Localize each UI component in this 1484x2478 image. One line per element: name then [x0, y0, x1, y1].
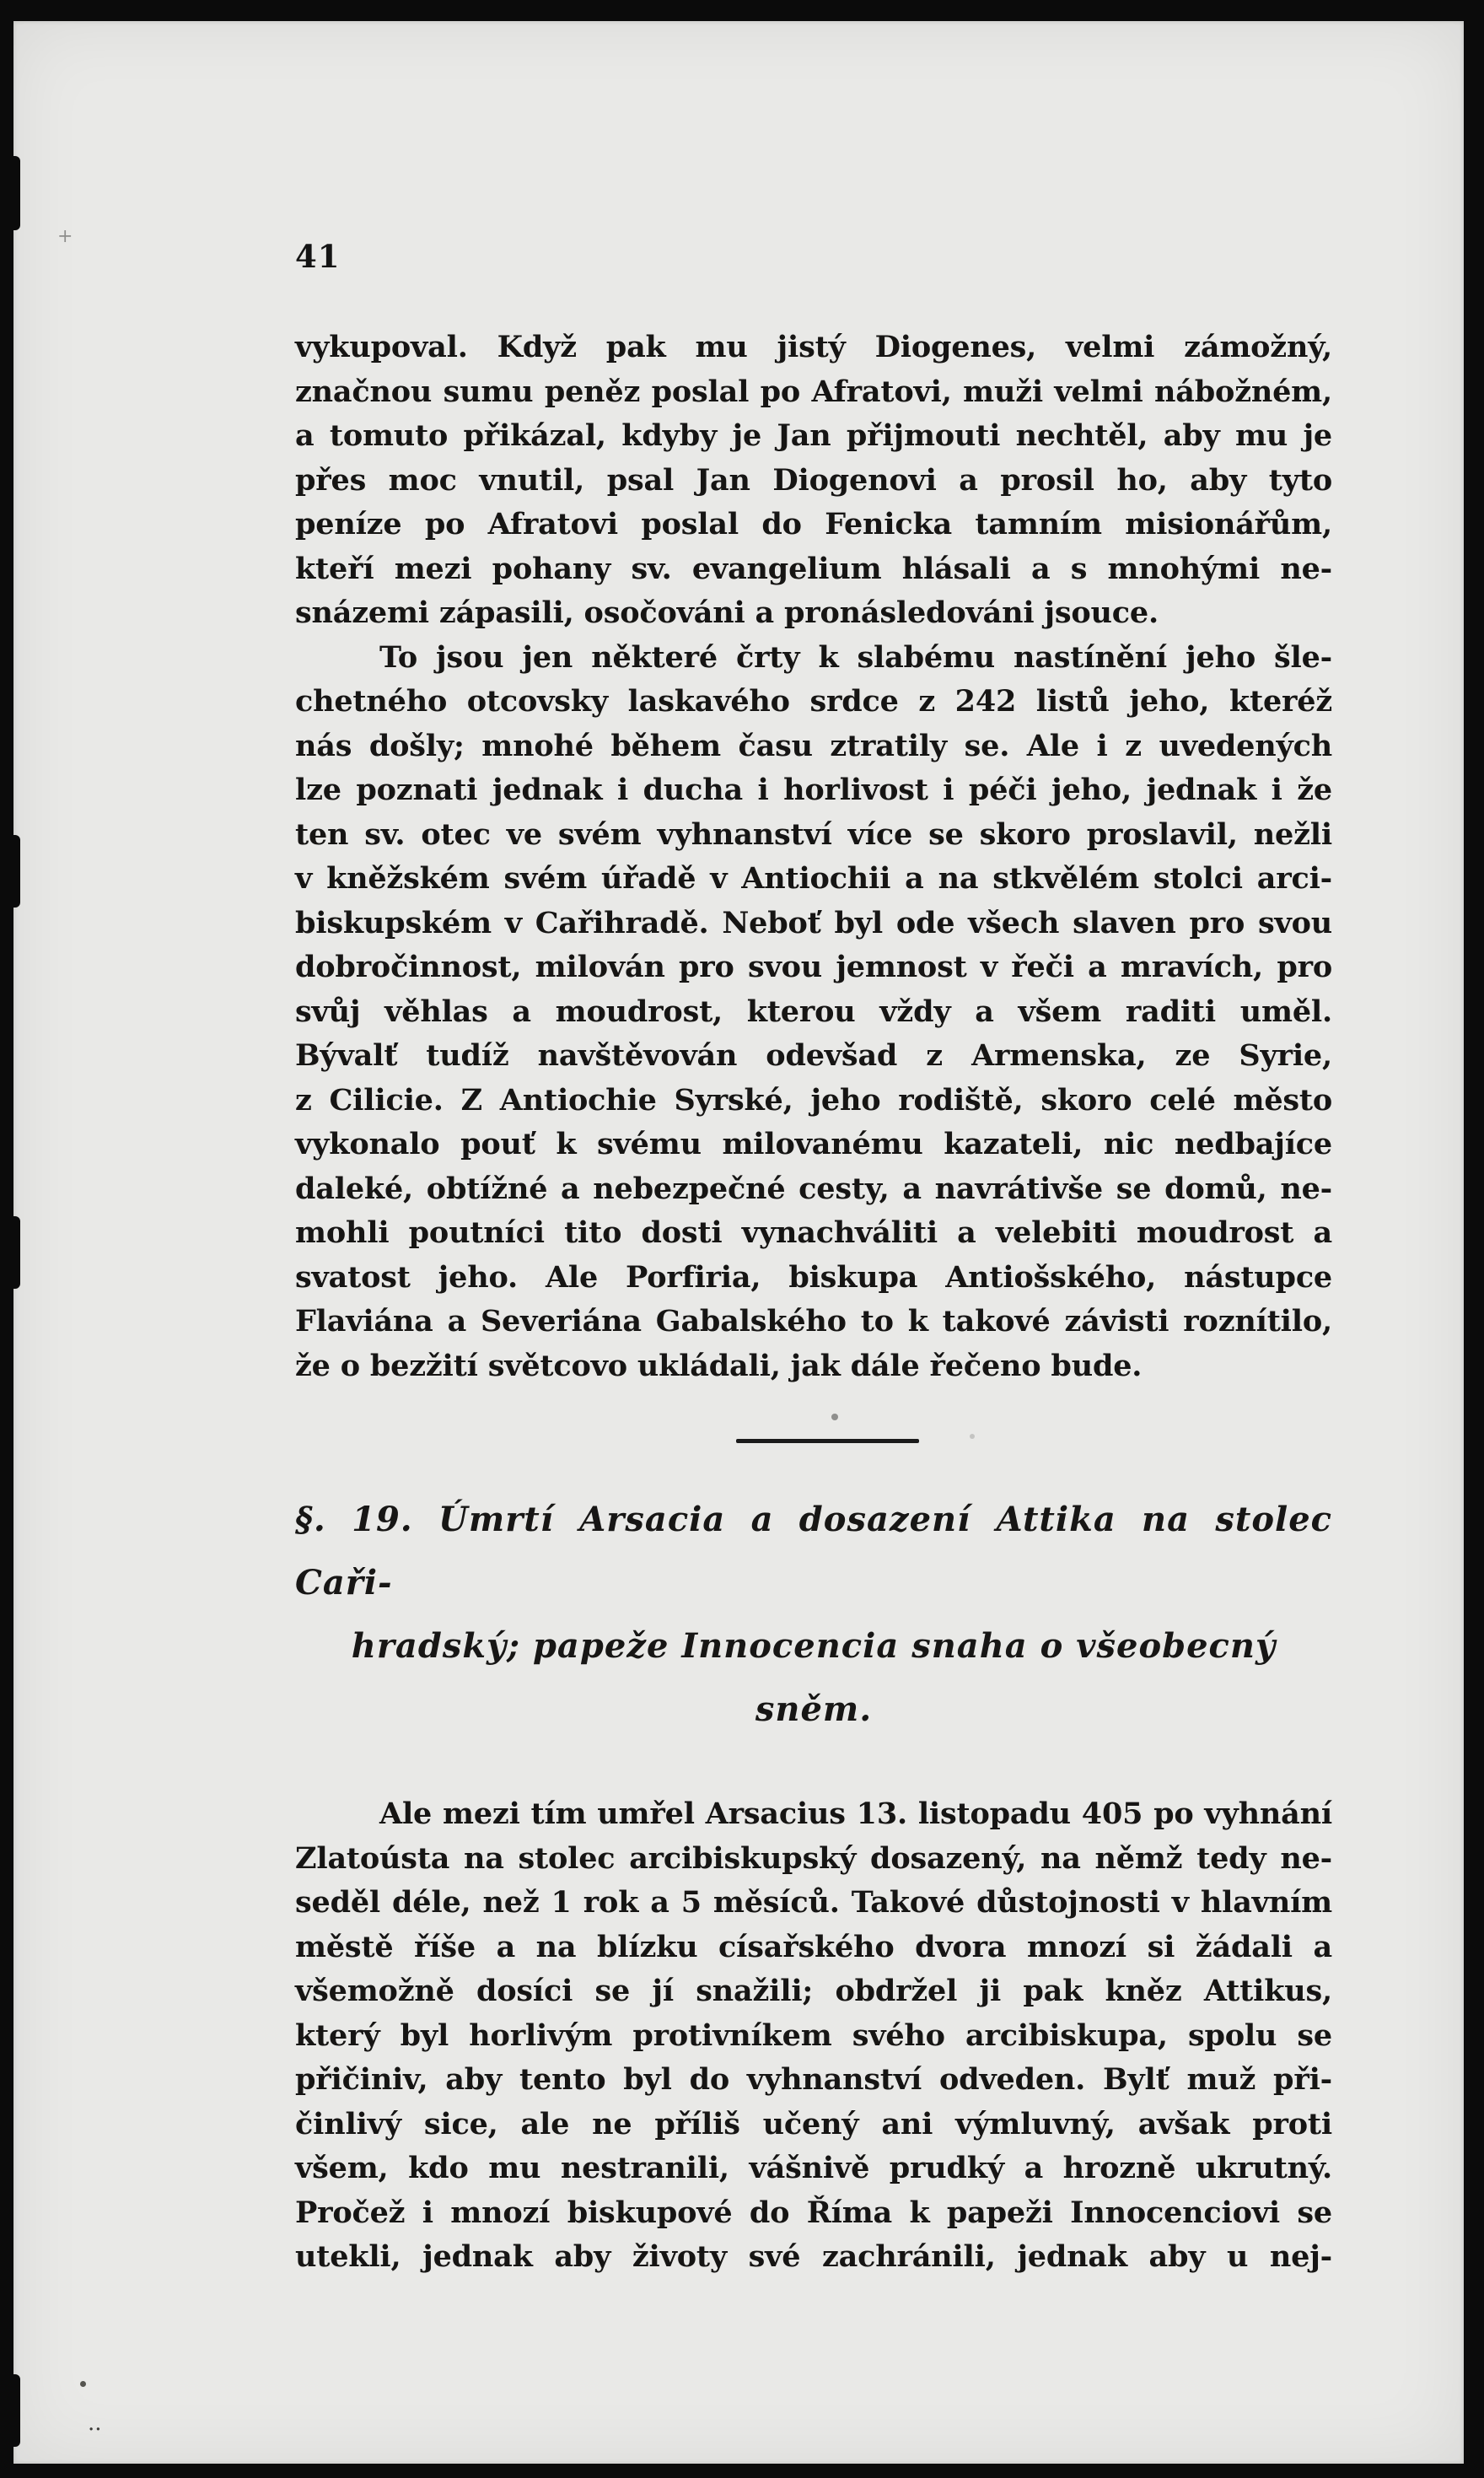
text-line: svůj věhlas a moudrost, kterou vždy a všem raditi uměl. [295, 994, 1332, 1029]
text-line: přes moc vnutil, psal Jan Diogenovi a prosil ho, aby tyto [295, 462, 1332, 498]
scan-artifact-left-blob [0, 2374, 20, 2447]
scan-artifact-dot [80, 2381, 86, 2387]
text-line: snázemi zápasili, osočováni a pronásledováni jsouce. [295, 595, 1159, 630]
heading-line-2: hradský; papeže Innocencia snaha o všeobecný sněm. [351, 1626, 1277, 1729]
scan-artifact-dot [970, 1434, 975, 1439]
text-line: mohli poutníci tito dosti vynachváliti a velebiti moudrost a [295, 1215, 1332, 1250]
text-line: seděl déle, než 1 rok a 5 měsíců. Takové důstojnosti v hlavním [295, 1885, 1332, 1920]
text-line: nás došly; mnohé během času ztratily se. Ale i z uvedených [295, 728, 1332, 763]
scan-artifact-left-blob [0, 835, 20, 908]
text-line: dobročinnost, milován pro svou jemnost v řeči a mravích, pro [295, 950, 1332, 984]
text-line: že o bezžití světcovo ukládali, jak dále řečeno bude. [295, 1348, 1143, 1383]
text-line: daleké, obtížné a nebezpečné cesty, a navrátivše se domů, ne- [295, 1171, 1332, 1206]
text-line: který byl horlivým protivníkem svého arcibiskupa, spolu se [295, 2017, 1332, 2053]
scan-artifact-speck: + [57, 226, 73, 247]
text-line: biskupském v Cařihradě. Neboť byl ode všech slaven pro svou [295, 905, 1332, 940]
body-paragraph-2 [295, 636, 1332, 1389]
text-line: ten sv. otec ve svém vyhnanství více se skoro proslavil, nežli [295, 816, 1332, 852]
heading-line-1: §. 19. Úmrtí Arsacia a dosazení Attika na stolec Caři- [295, 1500, 1332, 1603]
text-line: všemožně dosíci se jí snažili; obdržel ji pak kněz Attikus, [295, 1974, 1332, 2008]
text-line: všem, kdo mu nestranili, vášnivě prudký a hrozně ukrutný. [295, 2151, 1332, 2185]
text-line: vykonalo pouť k svému milovanému kazateli, nic nedbajíce [295, 1127, 1332, 1161]
text-line: svatost jeho. Ale Porfiria, biskupa Antiošského, nástupce [295, 1259, 1332, 1295]
text-line: lze poznati jednak i ducha i horlivost i péči jeho, jednak i že [295, 773, 1332, 807]
scan-artifact-speck: .. [88, 2411, 102, 2436]
scan-artifact-dot [831, 1414, 838, 1420]
page-number: 41 [295, 238, 341, 275]
text-column [295, 326, 1332, 2280]
text-line: Flaviána a Severiána Gabalského to k takové závisti roznítilo, [295, 1304, 1332, 1339]
text-line: z Cilicie. Z Antiochie Syrské, jeho rodiště, skoro celé město [295, 1082, 1332, 1118]
text-line: Zlatoústa na stolec arcibiskupský dosazený, na němž tedy ne- [295, 1840, 1332, 1876]
text-line: Bývalť tudíž navštěvován odevšad z Armenska, ze Syrie, [295, 1038, 1332, 1073]
text-line: kteří mezi pohany sv. evangelium hlásali a s mnohými ne- [295, 551, 1332, 586]
text-line: činlivý sice, ale ne příliš učený ani výmluvný, avšak proti [295, 2106, 1332, 2141]
text-line: vykupoval. Když pak mu jistý Diogenes, velmi zámožný, [295, 330, 1332, 364]
section-heading [295, 1488, 1332, 1741]
text-line: a tomuto přikázal, kdyby je Jan přijmouti nechtěl, aby mu je [295, 418, 1332, 453]
section-divider [736, 1439, 919, 1443]
text-line: To jsou jen některé črty k slabému nastínění jeho šle- [379, 639, 1332, 675]
text-line: v kněžském svém úřadě v Antiochii a na stkvělém stolci arci- [295, 861, 1332, 896]
text-line: městě říše a na blízku císařského dvora mnozí si žádali a [295, 1929, 1332, 1964]
text-line: Pročež i mnozí biskupové do Říma k papeži Innocenciovi se [295, 2195, 1332, 2230]
text-line: značnou sumu peněz poslal po Afratovi, muži velmi nábožném, [295, 374, 1332, 409]
scan-artifact-left-blob [0, 156, 20, 230]
text-line: peníze po Afratovi poslal do Fenicka tamním misionářům, [295, 507, 1332, 541]
text-line: chetného otcovsky laskavého srdce z 242 listů jeho, kteréž [295, 684, 1332, 719]
scan-artifact-left-blob [0, 1216, 20, 1289]
text-line: přičiniv, aby tento byl do vyhnanství odveden. Bylť muž při- [295, 2062, 1332, 2097]
body-paragraph-1 [295, 326, 1332, 636]
text-line: utekli, jednak aby životy své zachránili, jednak aby u nej- [295, 2239, 1332, 2274]
body-paragraph-3 [295, 1792, 1332, 2280]
text-line: Ale mezi tím umřel Arsacius 13. listopadu 405 po vyhnání [379, 1797, 1332, 1831]
